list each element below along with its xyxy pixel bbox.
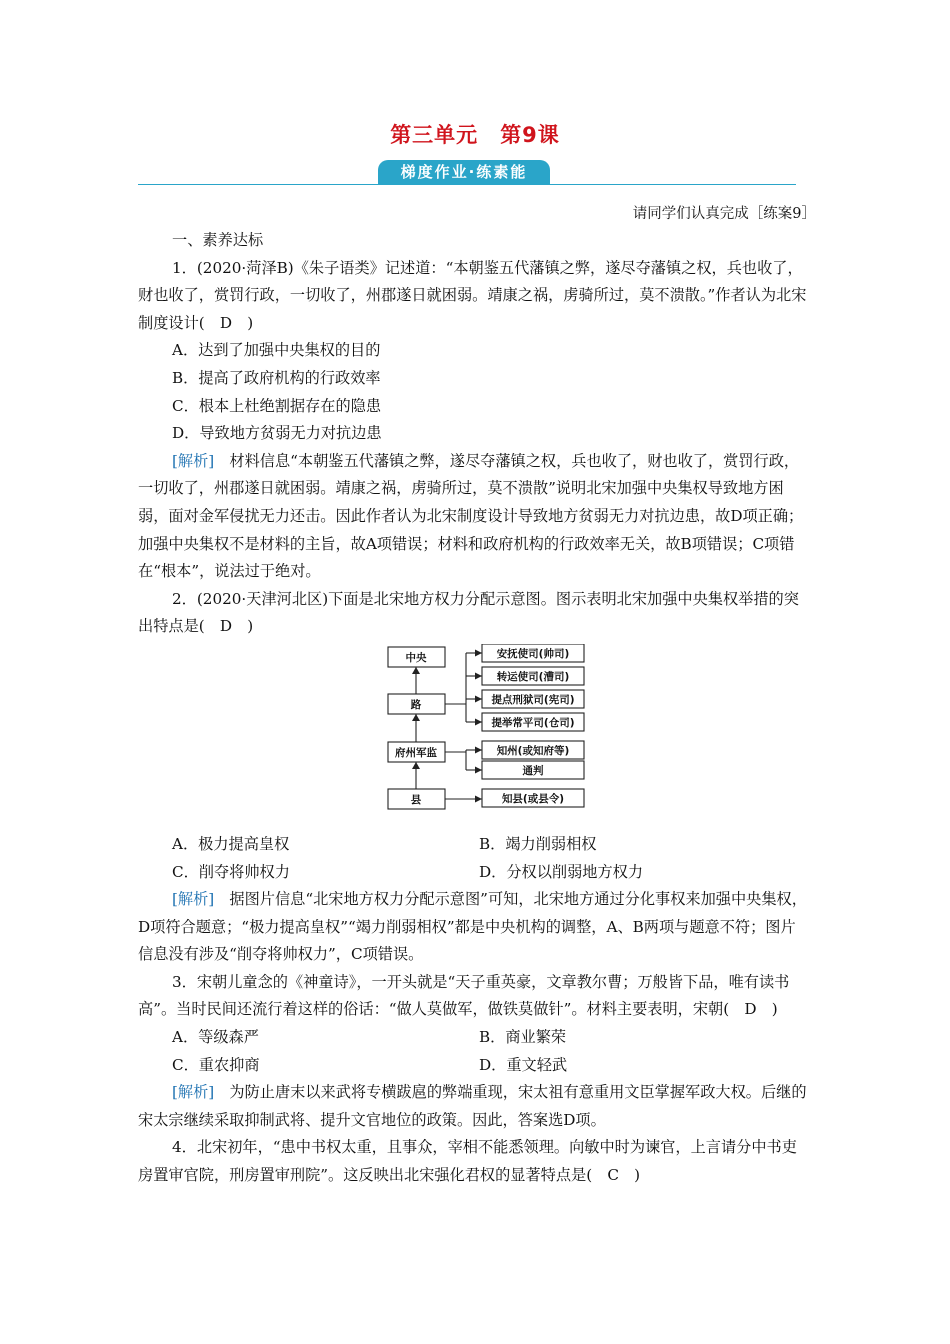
homework-note: 请同学们认真完成［练案9］ [632,206,816,222]
question-2-option-c: C．削夺将帅权力 [172,862,290,881]
diagram-svg [386,644,586,828]
label-county: 县 [410,793,422,806]
label-tongpan: 通判 [522,764,544,777]
question-1-option-c: C．根本上杜绝割据存在的隐患 [172,396,382,415]
lesson-title: 第9课 [500,123,560,147]
question-2-analysis [138,886,810,969]
question-3-options-row-1 [138,1024,810,1052]
analysis-text: 材料信息“本朝鉴五代藩镇之弊，遂尽夺藩镇之权，兵也收了，财也收了，赏罚行政，一切收了，州郡遂日就困弱。靖康之祸，虏骑所过，莫不溃散”说明北宋加强中央集权导致地方困弱，面对金军侵扰无力还击。因此作者认为北宋制度设计导致地方贫弱无力对抗边患，故D项正确；加强中央集权不是材料的主旨，故A项错误；材料和政府机构的行政效率无关，故B项错误；C项错在“根本”，说法过于绝对。 [138,451,804,581]
question-1-stem: 1．(2020·菏泽B)《朱子语类》记述道：“本朝鉴五代藩镇之弊，遂尽夺藩镇之权，兵也收了，财也收了，赏罚行政，一切收了，州郡遂日就困弱。靖康之祸，虏骑所过，莫不溃散。”作者认为北宋制度设计( D ) [138,258,807,332]
question-1-analysis [138,448,810,586]
question-2-options-row-2 [138,859,810,887]
question-2-stem: 2．(2020·天津河北区)下面是北宋地方权力分配示意图。图示表明北宋加强中央集权举措的突出特点是( D ) [138,589,799,636]
question-1-option-d: D．导致地方贫弱无力对抗边患 [172,424,382,443]
analysis-text: 据图片信息“北宋地方权力分配示意图”可知，北宋地方通过分化事权来加强中央集权，D项符合题意；“极力提高皇权”“竭力削弱相权”都是中央机构的调整，A、B两项与题意不符；图片信息没有涉及“削夺将帅权力”，C项错误。 [138,890,807,964]
header-divider [138,184,796,185]
question-2-option-d: D．分权以削弱地方权力 [479,862,644,881]
unit-title: 第三单元 [390,123,479,147]
power-distribution-diagram [138,644,810,828]
question-3-analysis [138,1079,810,1134]
exercise-banner: 梯度作业·练素能 [378,160,550,184]
label-circuit: 路 [410,698,422,711]
label-prefecture: 府州军监 [395,746,437,759]
section-title: 一、素养达标 [172,231,264,249]
label-anfu: 安抚使司(帅司) [496,647,570,660]
analysis-tag: [解析] [172,1083,215,1102]
question-1-option-b: B．提高了政府机构的行政效率 [172,368,381,387]
question-2-option-b: B．竭力削弱相权 [479,834,597,853]
analysis-tag: [解析] [172,451,215,470]
analysis-tag: [解析] [172,890,215,909]
label-zhuanyun: 转运使司(漕司) [496,670,570,683]
label-tidian: 提点刑狱司(宪司) [491,693,575,706]
question-4-stem: 4．北宋初年，“患中书权太重，且事众，宰相不能悉领理。向敏中时为谏官，上言请分中书吏房置审官院，刑房置审刑院”。这反映出北宋强化君权的显著特点是( C ) [138,1138,797,1185]
page-title [0,119,950,149]
question-3-options-row-2 [138,1052,810,1080]
label-zhizhou: 知州(或知府等) [496,744,570,757]
label-central: 中央 [405,651,427,664]
label-tiju: 提举常平司(仓司) [491,716,575,729]
document-body [138,227,810,1190]
question-2-option-a: A．极力提高皇权 [172,834,290,853]
question-3-stem: 3．宋朝儿童念的《神童诗》，一开头就是“天子重英豪，文章教尔曹；万般皆下品，唯有读书高”。当时民间还流行着这样的俗话：“做人莫做军，做铁莫做针”。材料主要表明，宋朝( D ) [138,972,790,1019]
question-3-option-b: B．商业繁荣 [479,1028,567,1047]
question-3-option-a: A．等级森严 [172,1028,259,1047]
label-zhixian: 知县(或县令) [501,792,565,805]
question-3-option-d: D．重文轻武 [479,1055,568,1074]
question-2-options-row-1 [138,831,810,859]
analysis-text: 为防止唐末以来武将专横跋扈的弊端重现，宋太祖有意重用文臣掌握军政大权。后继的宋太宗继续采取抑制武将、提升文官地位的政策。因此，答案选D项。 [138,1083,807,1129]
question-3-option-c: C．重农抑商 [172,1055,260,1074]
question-1-option-a: A．达到了加强中央集权的目的 [172,341,381,360]
